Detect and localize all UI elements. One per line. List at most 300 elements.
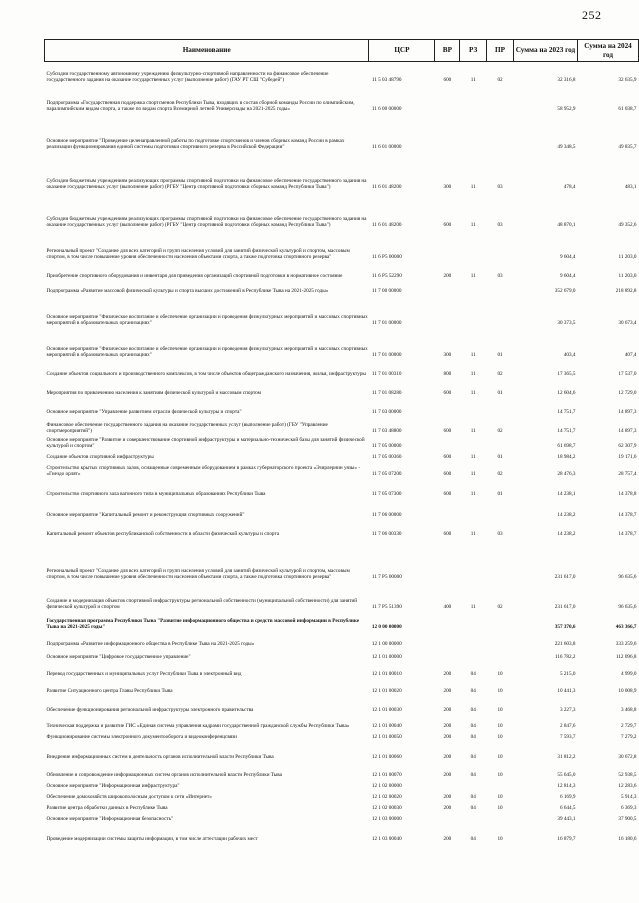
cell-pr <box>487 435 514 450</box>
header-sum-2024: Сумма на 2024 год <box>578 40 639 62</box>
cell-rz: 11 <box>470 531 476 538</box>
cell-sum-2023: 14 238,2 <box>557 512 576 519</box>
cell-csr: 12 1 01 00060 <box>371 754 402 761</box>
table-row <box>45 761 639 779</box>
cell-rz <box>460 113 487 151</box>
cell-sum-2023: 58 952,9 <box>557 106 576 113</box>
cell-rz: 11 <box>470 604 476 611</box>
cell-rz: 11 <box>470 184 476 191</box>
table-row <box>45 661 639 678</box>
cell-vr: 200 <box>443 671 452 678</box>
cell-csr: 12 1 02 00030 <box>371 805 402 812</box>
table-row <box>45 397 639 416</box>
cell-pr <box>487 538 514 581</box>
cell-sum-2024: 37 900,5 <box>618 816 637 823</box>
cell-vr: 600 <box>443 428 452 435</box>
cell-pr: 01 <box>497 454 503 461</box>
table-row <box>45 714 639 730</box>
cell-rz: 11 <box>470 371 476 378</box>
cell-csr: 12 0 00 00000 <box>371 624 402 631</box>
cell-name: Создание и модернизация объектов спортивной инфраструктуры региональной собственности (муниципальной собственности) для занятий физической культурой и спортом <box>46 598 358 611</box>
cell-csr: 11 6 P5 00000 <box>371 254 402 261</box>
table-row <box>45 779 639 790</box>
cell-rz <box>460 397 487 416</box>
cell-pr: 03 <box>497 222 503 229</box>
cell-sum-2024: 62 307,9 <box>618 443 637 450</box>
cell-vr: 200 <box>443 707 452 714</box>
cell-pr: 02 <box>497 471 503 478</box>
cell-csr: 11 7 01 08280 <box>371 390 402 397</box>
cell-pr: 10 <box>497 754 503 761</box>
cell-csr: 11 6 00 00000 <box>371 106 402 113</box>
cell-csr: 12 1 01 00010 <box>371 671 402 678</box>
cell-vr: 600 <box>443 390 452 397</box>
cell-csr: 11 7 06 00330 <box>371 531 402 538</box>
cell-vr <box>435 397 460 416</box>
cell-sum-2024: 11 203,0 <box>618 254 637 261</box>
cell-csr: 11 5 03 48790 <box>371 77 402 84</box>
cell-sum-2023: 7 593,7 <box>559 734 576 741</box>
cell-rz <box>460 631 487 648</box>
cell-csr: 11 6 01 48200 <box>371 184 402 191</box>
cell-csr: 11 7 P5 51390 <box>371 604 402 611</box>
table-row <box>45 581 639 611</box>
cell-pr: 02 <box>497 428 503 435</box>
cell-vr: 200 <box>443 772 452 779</box>
table-body <box>45 62 639 843</box>
cell-name: Обеспечение функционирования региональной инфраструктуры электронного правительства <box>46 707 254 714</box>
cell-rz: 04 <box>470 794 476 801</box>
cell-pr: 01 <box>497 390 503 397</box>
cell-name: Внедрение информационных систем в деятельность органов исполнительной власти Республики Тыва <box>46 754 274 761</box>
page-number: 252 <box>582 8 602 22</box>
cell-csr: 12 1 01 00050 <box>371 734 402 741</box>
cell-sum-2023: 39 443,1 <box>557 816 576 823</box>
cell-rz: 04 <box>470 723 476 730</box>
cell-sum-2023: 17 365,5 <box>557 371 576 378</box>
cell-sum-2024: 333 259,6 <box>615 641 637 648</box>
cell-pr: 10 <box>497 734 503 741</box>
cell-name: Функционирование системы электронного документооборота и видеоконференцсвязи <box>46 734 237 741</box>
table-row <box>45 359 639 378</box>
cell-rz <box>460 84 487 113</box>
cell-csr: 11 6 01 00000 <box>371 144 402 151</box>
cell-sum-2023: 12 814,3 <box>557 783 576 790</box>
cell-sum-2024: 61 038,7 <box>618 106 637 113</box>
table-row <box>45 823 639 843</box>
cell-name: Финансовое обеспечение государственного задания на оказание государственных услуг (выполнение работ) (ГБУ "Управление спортмероприятий") <box>46 422 328 435</box>
cell-pr: 03 <box>497 531 503 538</box>
cell-csr: 11 7 03 48800 <box>371 428 402 435</box>
cell-sum-2023: 6 644,5 <box>559 805 576 812</box>
cell-vr: 600 <box>443 454 452 461</box>
cell-rz <box>460 498 487 519</box>
cell-name: Строительство крытых спортивных залов, оснащенные современным оборудованием в рамках губернаторского проекта «Эзирлернин уязы» - «Гнездо орлят» <box>46 465 360 478</box>
cell-rz: 04 <box>470 688 476 695</box>
cell-vr: 200 <box>443 805 452 812</box>
cell-csr: 12 1 01 00020 <box>371 688 402 695</box>
cell-vr <box>435 84 460 113</box>
cell-sum-2023: 3 227,3 <box>559 707 576 714</box>
cell-name: Подпрограмма «Развитие информационного общества в Республике Тыва на 2021-2025 годы» <box>46 641 255 648</box>
cell-sum-2024: 49 835,7 <box>618 144 637 151</box>
cell-name: Техническая поддержка и развитие ГИС «Единая система управления кадрами государственной гражданской службы Республики Тыва» <box>46 723 350 730</box>
cell-name: Создание объектов социального и производственного комплексов, в том числе объектов общегражданского назначения, жилья, инфраструктуры <box>46 371 366 378</box>
cell-name: Обеспечение домохозяйств широкополосным доступом к сети «Интернет» <box>46 794 212 801</box>
cell-sum-2023: 478,4 <box>563 184 576 191</box>
cell-sum-2024: 52 938,5 <box>618 772 637 779</box>
cell-vr: 400 <box>443 604 452 611</box>
cell-sum-2024: 6 369,3 <box>620 805 637 812</box>
cell-rz <box>460 812 487 823</box>
cell-csr: 11 7 01 00310 <box>371 371 402 378</box>
cell-sum-2023: 10 441,3 <box>557 688 576 695</box>
cell-name: Мероприятия по привлечению населения к занятиям физической культурой и массовым спортом <box>46 390 261 397</box>
cell-rz <box>460 229 487 261</box>
cell-rz: 11 <box>470 222 476 229</box>
cell-rz: 11 <box>470 390 476 397</box>
cell-csr: 12 1 03 00000 <box>371 816 402 823</box>
cell-sum-2023: 12 604,6 <box>557 390 576 397</box>
cell-name: Проведение модернизации системы защиты информации, в том числе аттестации рабочих мест <box>46 836 258 843</box>
cell-sum-2024: 30 673,4 <box>618 320 637 327</box>
cell-sum-2023: 231 617,0 <box>554 574 576 581</box>
cell-sum-2023: 55 645,0 <box>557 772 576 779</box>
cell-rz: 04 <box>470 671 476 678</box>
cell-csr: 12 1 01 00000 <box>371 654 402 661</box>
table-row <box>45 801 639 812</box>
cell-rz <box>460 280 487 295</box>
table-row <box>45 631 639 648</box>
cell-vr <box>435 295 460 327</box>
cell-pr <box>487 779 514 790</box>
table-row <box>45 730 639 741</box>
cell-vr <box>435 498 460 519</box>
cell-sum-2024: 28 757,4 <box>618 471 637 478</box>
cell-sum-2023: 2 847,6 <box>559 723 576 730</box>
cell-rz: 11 <box>470 428 476 435</box>
cell-name: Основное мероприятие "Физическое воспитание и обеспечение организации и проведения физкультурных мероприятий и массовых спортивных мероприятий в образовательных организациях" <box>46 314 368 327</box>
cell-csr: 11 7 03 00000 <box>371 409 402 416</box>
cell-rz <box>460 779 487 790</box>
cell-csr: 11 7 01 00000 <box>371 352 402 359</box>
cell-sum-2023: 352 679,0 <box>554 288 576 295</box>
cell-pr <box>487 611 514 631</box>
cell-vr <box>435 611 460 631</box>
cell-vr: 200 <box>443 754 452 761</box>
cell-sum-2024: 218 892,8 <box>615 288 637 295</box>
header-csr: ЦСР <box>369 40 435 62</box>
cell-csr: 12 1 00 00000 <box>371 641 402 648</box>
cell-sum-2024: 4 999,0 <box>620 671 637 678</box>
cell-vr: 200 <box>443 734 452 741</box>
cell-vr: 600 <box>443 531 452 538</box>
cell-vr: 600 <box>443 77 452 84</box>
cell-name: Субсидии государственному автономному учреждению физкультурно-спортивной направленности на финансовое обеспечение государственного задания на оказание государственных услуг (выполнение работ) (ГАУ РТ СШ "Субедей") <box>46 71 329 84</box>
cell-name: Основное мероприятие "Капитальный ремонт и реконструкция спортивных сооружений" <box>46 512 245 519</box>
cell-name: Капитальный ремонт объектов республиканской собственности в области физической культуры и спорта <box>46 531 280 538</box>
cell-csr: 11 7 06 00000 <box>371 512 402 519</box>
cell-pr: 10 <box>497 688 503 695</box>
cell-name: Основное мероприятие "Информационная безопасность" <box>46 816 174 823</box>
cell-pr <box>487 498 514 519</box>
cell-csr: 12 1 01 00030 <box>371 707 402 714</box>
cell-rz: 04 <box>470 772 476 779</box>
cell-pr: 10 <box>497 707 503 714</box>
table-row <box>45 790 639 801</box>
cell-name: Развитие Ситуационного центра Главы Республики Тыва <box>46 688 173 695</box>
cell-name: Основное мероприятие "Информационная инфраструктура" <box>46 783 180 790</box>
cell-rz: 04 <box>470 836 476 843</box>
cell-rz: 04 <box>470 734 476 741</box>
cell-vr: 300 <box>443 184 452 191</box>
cell-sum-2023: 231 617,0 <box>554 604 576 611</box>
cell-csr: 11 6 01 48200 <box>371 222 402 229</box>
cell-sum-2024: 483,1 <box>624 184 637 191</box>
cell-csr: 11 7 05 00000 <box>371 443 402 450</box>
cell-pr <box>487 648 514 661</box>
cell-rz: 11 <box>470 491 476 498</box>
cell-vr: 200 <box>443 794 452 801</box>
table-row <box>45 741 639 761</box>
cell-name: Создание объектов спортивной инфраструктуры <box>46 454 154 461</box>
table-row <box>45 416 639 435</box>
table-row <box>45 62 639 84</box>
cell-rz: 04 <box>470 707 476 714</box>
cell-sum-2024: 32 635,9 <box>618 77 637 84</box>
table-row <box>45 611 639 631</box>
cell-sum-2024: 14 378,7 <box>618 512 637 519</box>
cell-pr <box>487 229 514 261</box>
cell-name: Основное мероприятие "Физическое воспитание и обеспечение организации и проведения физкультурных мероприятий и массовых спортивных мероприятий в образовательных организациях" <box>46 346 368 359</box>
cell-vr: 200 <box>443 688 452 695</box>
cell-name: Основное мероприятие "Цифровое государственное управление" <box>46 654 191 661</box>
cell-sum-2024: 463 366,7 <box>615 624 637 631</box>
table-row <box>45 435 639 450</box>
cell-rz: 11 <box>470 352 476 359</box>
cell-sum-2024: 407,4 <box>624 352 637 359</box>
cell-vr: 300 <box>443 352 452 359</box>
cell-sum-2024: 10 008,9 <box>618 688 637 695</box>
cell-sum-2023: 28 476,3 <box>557 471 576 478</box>
table-row <box>45 295 639 327</box>
cell-vr <box>435 113 460 151</box>
cell-csr: 11 7 00 00000 <box>371 288 402 295</box>
cell-vr: 600 <box>443 471 452 478</box>
cell-sum-2023: 49 348,5 <box>557 144 576 151</box>
table-row <box>45 519 639 538</box>
cell-vr: 600 <box>443 491 452 498</box>
header-sum-2023: Сумма на 2023 год <box>513 40 577 62</box>
cell-vr <box>435 435 460 450</box>
cell-sum-2024: 14 897,3 <box>618 409 637 416</box>
table-row <box>45 695 639 714</box>
cell-sum-2024: 112 096,8 <box>615 654 637 661</box>
cell-csr: 11 7 05 00360 <box>371 454 402 461</box>
table-row <box>45 151 639 191</box>
cell-csr: 11 7 P5 00000 <box>371 574 402 581</box>
cell-sum-2024: 12 729,0 <box>618 390 637 397</box>
cell-vr: 200 <box>443 273 452 280</box>
header-vr: ВР <box>435 40 460 62</box>
cell-sum-2024: 17 537,0 <box>618 371 637 378</box>
cell-sum-2023: 32 316,8 <box>557 77 576 84</box>
cell-rz <box>460 538 487 581</box>
cell-sum-2024: 2 729,7 <box>620 723 637 730</box>
cell-pr: 02 <box>497 371 503 378</box>
cell-name: Государственная программа Республики Тыва "Развитие информационного общества и средств массовой информации в Республике Тыва на 2021-2025 годы" <box>46 618 360 631</box>
cell-pr: 03 <box>497 184 503 191</box>
cell-sum-2024: 14 897,3 <box>618 428 637 435</box>
table-row <box>45 378 639 397</box>
cell-name: Развитие центра обработки данных в Республике Тыва <box>46 805 168 812</box>
header-name: Наименование <box>45 40 369 62</box>
table-row <box>45 498 639 519</box>
cell-rz: 11 <box>470 454 476 461</box>
table-row <box>45 678 639 695</box>
cell-pr: 10 <box>497 671 503 678</box>
cell-pr: 02 <box>497 77 503 84</box>
cell-vr: 200 <box>443 723 452 730</box>
cell-name: Основное мероприятие "Развитие и совершенствование спортивной инфраструктуры и материально-технической базы для занятий физической культурой и спортом" <box>46 437 365 450</box>
cell-vr: 800 <box>443 371 452 378</box>
cell-sum-2023: 116 782,2 <box>554 654 576 661</box>
cell-rz: 04 <box>470 805 476 812</box>
cell-sum-2024: 5 914,3 <box>620 794 637 801</box>
cell-vr <box>435 229 460 261</box>
cell-name: Региональный проект "Создание для всех категорий и групп населения условий для занятий физической культурой и спортом, массовым спортом, в том числе повышение уровня обеспеченности населения объектами спорта, а также подготовка спортивного резерва" <box>46 248 350 261</box>
cell-pr: 01 <box>497 352 503 359</box>
table-row <box>45 191 639 229</box>
table-row <box>45 280 639 295</box>
cell-sum-2024: 96 635,6 <box>618 574 637 581</box>
cell-rz: 04 <box>470 754 476 761</box>
cell-csr: 12 1 01 00070 <box>371 772 402 779</box>
cell-vr <box>435 631 460 648</box>
cell-pr <box>487 295 514 327</box>
cell-vr <box>435 648 460 661</box>
cell-pr: 10 <box>497 805 503 812</box>
table-row <box>45 812 639 823</box>
cell-pr: 01 <box>497 491 503 498</box>
cell-sum-2023: 14 751,7 <box>557 409 576 416</box>
cell-sum-2023: 357 370,6 <box>554 624 576 631</box>
header-pr: ПР <box>487 40 514 62</box>
cell-sum-2024: 14 378,8 <box>618 491 637 498</box>
cell-name: Приобретение спортивного оборудования и инвентаря для приведения организаций спортивной подготовки в нормативное состояние <box>46 273 343 280</box>
cell-pr <box>487 631 514 648</box>
cell-sum-2023: 31 812,2 <box>557 754 576 761</box>
cell-sum-2023: 9 604,4 <box>559 273 576 280</box>
cell-name: Основное мероприятие "Проведение целенаправленной работы по подготовке спортсменов и членов сборных команд России в рамках реализации функционирования единой системы подготовки спортивного резерва в Российской Федерации" <box>46 138 345 151</box>
cell-vr <box>435 779 460 790</box>
cell-sum-2024: 96 635,6 <box>618 604 637 611</box>
cell-sum-2023: 9 604,4 <box>559 254 576 261</box>
cell-vr <box>435 812 460 823</box>
cell-vr <box>435 280 460 295</box>
cell-sum-2023: 61 698,7 <box>557 443 576 450</box>
cell-pr: 10 <box>497 723 503 730</box>
cell-sum-2023: 16 879,7 <box>557 836 576 843</box>
cell-sum-2024: 19 171,6 <box>618 454 637 461</box>
table-row <box>45 327 639 359</box>
table-row <box>45 478 639 498</box>
cell-sum-2023: 18 984,2 <box>557 454 576 461</box>
cell-vr <box>435 538 460 581</box>
cell-sum-2024: 14 378,7 <box>618 531 637 538</box>
cell-pr <box>487 280 514 295</box>
cell-sum-2023: 48 870,1 <box>557 222 576 229</box>
cell-name: Региональный проект "Создание для всех категорий и групп населения условий для занятий физической культурой и спортом, массовым спортом, в том числе повышение уровня обеспеченности населения объектами спорта, а также подготовка спортивного резерва" <box>46 568 350 581</box>
cell-sum-2024: 16 180,6 <box>618 836 637 843</box>
cell-sum-2024: 7 279,2 <box>620 734 637 741</box>
cell-pr <box>487 84 514 113</box>
cell-pr <box>487 812 514 823</box>
cell-csr: 12 1 02 00000 <box>371 783 402 790</box>
table-row <box>45 113 639 151</box>
cell-csr: 11 6 P5 52290 <box>371 273 402 280</box>
cell-csr: 11 7 05 07200 <box>371 471 402 478</box>
cell-name: Субсидии бюджетным учреждениям реализующих программы спортивной подготовки на финансовое обеспечение государственного задания на оказание государственных услуг (выполнение работ) (РГБУ "Центр спортивной подготовки сборных команд Республики Тыва") <box>46 178 367 191</box>
cell-csr: 12 1 01 00040 <box>371 723 402 730</box>
cell-sum-2024: 30 672,8 <box>618 754 637 761</box>
cell-pr: 10 <box>497 836 503 843</box>
cell-sum-2023: 30 373,5 <box>557 320 576 327</box>
cell-name: Субсидии бюджетным учреждениям реализующих программы спортивной подготовки на финансовое обеспечение государственного задания на оказание государственных услуг (выполнение работ) (РГБУ "Центр спортивной подготовки сборных команд Республики Тыва") <box>46 216 367 229</box>
table-row <box>45 450 639 461</box>
table-row <box>45 648 639 661</box>
cell-sum-2023: 6 169,9 <box>559 794 576 801</box>
cell-pr: 10 <box>497 794 503 801</box>
cell-rz: 11 <box>470 471 476 478</box>
cell-csr: 11 7 05 07300 <box>371 491 402 498</box>
cell-rz <box>460 295 487 327</box>
cell-sum-2023: 403,4 <box>563 352 576 359</box>
cell-vr: 600 <box>443 222 452 229</box>
cell-csr: 12 1 03 00040 <box>371 836 402 843</box>
table-row <box>45 261 639 280</box>
cell-name: Обновление и сопровождение информационных систем органов исполнительной власти Республики Тыва <box>46 772 282 779</box>
cell-name: Основное мероприятие "Управление развитием отрасли физической культуры и спорта" <box>46 409 242 416</box>
cell-rz: 11 <box>470 77 476 84</box>
cell-vr: 200 <box>443 836 452 843</box>
table-row <box>45 84 639 113</box>
cell-pr: 03 <box>497 273 503 280</box>
cell-sum-2024: 49 352,6 <box>618 222 637 229</box>
cell-rz <box>460 435 487 450</box>
cell-csr: 12 1 02 00020 <box>371 794 402 801</box>
cell-csr: 11 7 01 00000 <box>371 320 402 327</box>
cell-name: Подпрограмма «Государственная поддержка спортсменов Республики Тыва, входящих в состав сборной команды России по олимпийским, паралимпийским видам спорта, а также по видам спорта Всемирной летней Универсиады на 2021-2025 годы» <box>46 100 355 113</box>
budget-table <box>44 39 639 843</box>
cell-pr <box>487 113 514 151</box>
cell-pr <box>487 397 514 416</box>
table-header-row <box>45 40 639 62</box>
table-row <box>45 538 639 581</box>
cell-sum-2024: 11 203,0 <box>618 273 637 280</box>
cell-name: Перевод государственных и муниципальных услуг Республики Тыва в электронный вид <box>46 671 242 678</box>
cell-sum-2023: 221 603,8 <box>554 641 576 648</box>
cell-pr: 10 <box>497 772 503 779</box>
cell-rz <box>460 648 487 661</box>
table-row <box>45 461 639 478</box>
cell-name: Строительство спортивного зала вагонного типа в муниципальных образованиях Республики Тыва <box>46 491 266 498</box>
cell-name: Подпрограмма «Развитие массовой физической культуры и спорта высших достижений в Республике Тыва на 2021-2025 годы» <box>46 288 329 295</box>
cell-sum-2023: 14 238,2 <box>557 531 576 538</box>
cell-sum-2023: 5 215,0 <box>559 671 576 678</box>
header-rz: РЗ <box>460 40 487 62</box>
cell-sum-2023: 14 238,1 <box>557 491 576 498</box>
